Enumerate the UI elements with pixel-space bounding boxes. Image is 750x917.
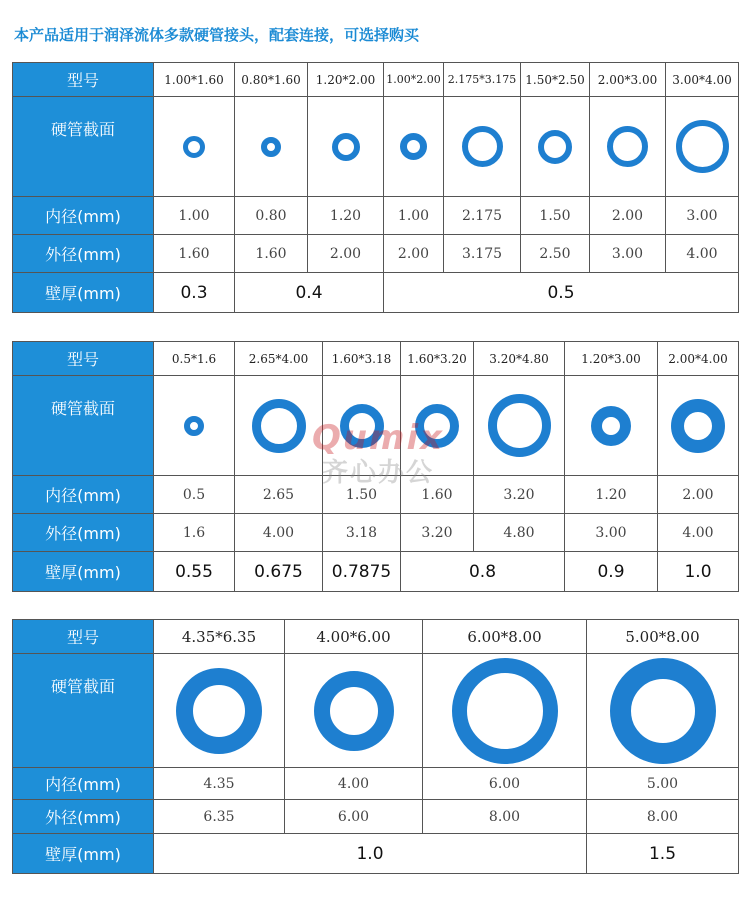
model-cell: 2.175*3.175 [444, 63, 521, 97]
wall-cell: 1.0 [658, 552, 739, 592]
inner-cell: 2.65 [235, 476, 323, 514]
model-cell: 1.00*1.60 [154, 63, 235, 97]
outer-label: 外径(mm) [13, 800, 154, 834]
inner-cell: 1.60 [401, 476, 474, 514]
section-cell [154, 654, 285, 768]
inner-cell: 1.50 [323, 476, 401, 514]
outer-cell: 3.175 [444, 235, 521, 273]
model-cell: 0.5*1.6 [154, 342, 235, 376]
outer-row [13, 235, 739, 273]
outer-cell: 8.00 [587, 800, 739, 834]
model-cell: 4.35*6.35 [154, 620, 285, 654]
outer-cell: 2.00 [384, 235, 444, 273]
section-label: 硬管截面 [13, 97, 154, 197]
wall-row [13, 273, 739, 313]
section-label: 硬管截面 [13, 654, 154, 768]
wall-cell: 0.5 [384, 273, 739, 313]
model-label: 型号 [13, 342, 154, 376]
page-heading: 本产品适用于润泽流体多款硬管接头，配套连接，可选择购买 [14, 26, 420, 44]
section-cell [565, 376, 658, 476]
wall-cell: 0.675 [235, 552, 323, 592]
section-cell [323, 376, 401, 476]
tube-ring-icon [538, 130, 572, 164]
wall-cell: 0.4 [235, 273, 384, 313]
watermark-text: 齐心办公 [321, 458, 434, 488]
inner-cell: 1.20 [308, 197, 384, 235]
inner-cell: 5.00 [587, 768, 739, 800]
spec-table-2 [12, 341, 739, 592]
inner-row [13, 768, 739, 800]
tube-ring-icon [452, 658, 558, 764]
spec-table-3 [12, 619, 739, 874]
model-cell: 4.00*6.00 [285, 620, 423, 654]
outer-cell: 1.6 [154, 514, 235, 552]
inner-cell: 6.00 [423, 768, 587, 800]
spec-table-1 [12, 62, 739, 313]
inner-cell: 4.00 [285, 768, 423, 800]
model-cell: 3.20*4.80 [474, 342, 565, 376]
section-cell [235, 376, 323, 476]
inner-cell: 1.00 [384, 197, 444, 235]
outer-cell: 4.00 [235, 514, 323, 552]
outer-cell: 3.20 [401, 514, 474, 552]
tube-ring-icon [340, 404, 384, 448]
outer-cell: 3.00 [590, 235, 666, 273]
inner-cell: 4.35 [154, 768, 285, 800]
outer-row [13, 514, 739, 552]
section-label: 硬管截面 [13, 376, 154, 476]
section-cell [423, 654, 587, 768]
model-cell: 2.00*4.00 [658, 342, 739, 376]
model-cell: 2.65*4.00 [235, 342, 323, 376]
inner-label: 内径(mm) [13, 476, 154, 514]
outer-cell: 3.00 [565, 514, 658, 552]
outer-cell: 3.18 [323, 514, 401, 552]
model-cell: 1.50*2.50 [521, 63, 590, 97]
outer-cell: 6.35 [154, 800, 285, 834]
model-cell: 5.00*8.00 [587, 620, 739, 654]
tube-ring-icon [676, 120, 729, 173]
outer-cell: 6.00 [285, 800, 423, 834]
section-cell [401, 376, 474, 476]
tube-ring-icon [314, 671, 394, 751]
tube-ring-icon [607, 126, 648, 167]
section-cell [590, 97, 666, 197]
inner-label: 内径(mm) [13, 768, 154, 800]
wall-cell: 1.0 [154, 834, 587, 874]
section-cell [308, 97, 384, 197]
inner-cell: 1.00 [154, 197, 235, 235]
model-cell: 1.20*3.00 [565, 342, 658, 376]
section-cell [587, 654, 739, 768]
inner-row [13, 197, 739, 235]
model-cell: 1.60*3.18 [323, 342, 401, 376]
model-label: 型号 [13, 620, 154, 654]
model-label: 型号 [13, 63, 154, 97]
wall-label: 壁厚(mm) [13, 273, 154, 313]
watermark-logo: Qumix [311, 418, 445, 458]
tube-ring-icon [184, 416, 204, 436]
section-cell [521, 97, 590, 197]
wall-cell: 0.7875 [323, 552, 401, 592]
model-cell: 2.00*3.00 [590, 63, 666, 97]
inner-cell: 0.5 [154, 476, 235, 514]
section-cell [384, 97, 444, 197]
inner-row [13, 476, 739, 514]
tube-ring-icon [591, 406, 631, 446]
inner-cell: 2.00 [658, 476, 739, 514]
outer-cell: 8.00 [423, 800, 587, 834]
model-row [13, 342, 739, 376]
inner-cell: 1.20 [565, 476, 658, 514]
outer-cell: 4.00 [658, 514, 739, 552]
outer-row [13, 800, 739, 834]
outer-cell: 2.00 [308, 235, 384, 273]
wall-cell: 0.8 [401, 552, 565, 592]
outer-label: 外径(mm) [13, 514, 154, 552]
outer-cell: 1.60 [154, 235, 235, 273]
wall-label: 壁厚(mm) [13, 834, 154, 874]
wall-label: 壁厚(mm) [13, 552, 154, 592]
tube-ring-icon [488, 394, 551, 457]
inner-cell: 0.80 [235, 197, 308, 235]
tube-ring-icon [261, 137, 281, 157]
model-cell: 1.60*3.20 [401, 342, 474, 376]
section-cell [235, 97, 308, 197]
section-row [13, 97, 739, 197]
tube-ring-icon [176, 668, 262, 754]
wall-cell: 0.3 [154, 273, 235, 313]
outer-cell: 4.80 [474, 514, 565, 552]
model-cell: 3.00*4.00 [666, 63, 739, 97]
section-cell [285, 654, 423, 768]
tube-ring-icon [183, 136, 205, 158]
wall-cell: 1.5 [587, 834, 739, 874]
tube-ring-icon [462, 126, 503, 167]
outer-label: 外径(mm) [13, 235, 154, 273]
wall-cell: 0.55 [154, 552, 235, 592]
model-cell: 6.00*8.00 [423, 620, 587, 654]
tube-ring-icon [610, 658, 716, 764]
tube-ring-icon [332, 133, 360, 161]
tube-ring-icon [252, 399, 306, 453]
inner-cell: 3.00 [666, 197, 739, 235]
section-cell [474, 376, 565, 476]
wall-row [13, 834, 739, 874]
section-row [13, 376, 739, 476]
outer-cell: 1.60 [235, 235, 308, 273]
outer-cell: 4.00 [666, 235, 739, 273]
outer-cell: 2.50 [521, 235, 590, 273]
wall-cell: 0.9 [565, 552, 658, 592]
section-cell [154, 97, 235, 197]
model-cell: 0.80*1.60 [235, 63, 308, 97]
section-cell [444, 97, 521, 197]
section-cell [658, 376, 739, 476]
model-cell: 1.00*2.00 [384, 63, 444, 97]
wall-row [13, 552, 739, 592]
inner-cell: 3.20 [474, 476, 565, 514]
section-cell [666, 97, 739, 197]
inner-label: 内径(mm) [13, 197, 154, 235]
tube-ring-icon [671, 399, 725, 453]
model-row [13, 63, 739, 97]
model-cell: 1.20*2.00 [308, 63, 384, 97]
model-row [13, 620, 739, 654]
tube-ring-icon [400, 133, 427, 160]
inner-cell: 2.175 [444, 197, 521, 235]
tube-ring-icon [415, 404, 459, 448]
inner-cell: 2.00 [590, 197, 666, 235]
section-cell [154, 376, 235, 476]
section-row [13, 654, 739, 768]
inner-cell: 1.50 [521, 197, 590, 235]
